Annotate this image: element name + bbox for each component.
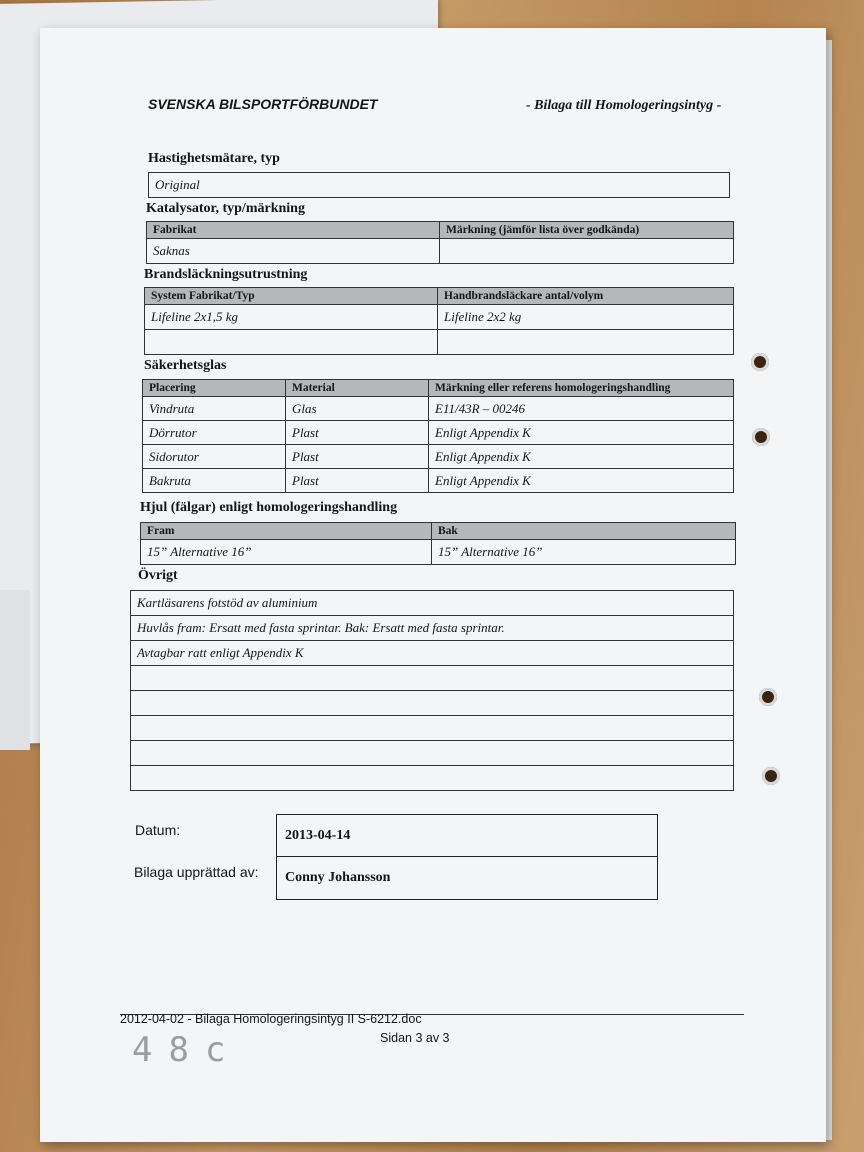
fire-table — [144, 287, 734, 355]
wheels-title: Hjul (fälgar) enligt homologeringshandling — [140, 500, 398, 515]
footer-page-number: Sidan 3 av 3 — [380, 1031, 450, 1045]
glass-cell: Bakruta — [143, 469, 286, 493]
other-row: Avtagbar ratt enligt Appendix K — [131, 641, 734, 666]
other-table — [130, 590, 734, 791]
fire-col-system: System Fabrikat/Typ — [145, 288, 438, 305]
doc-title: - Bilaga till Homologeringsintyg - — [526, 98, 722, 113]
perforation-stamp: 48c — [132, 1030, 242, 1070]
glass-cell: Plast — [286, 421, 429, 445]
catalyst-cell: Saknas — [147, 239, 440, 264]
wheels-col-front: Fram — [141, 523, 432, 540]
wheels-table — [140, 522, 736, 565]
speedometer-table — [148, 172, 730, 198]
glass-cell: Plast — [286, 445, 429, 469]
other-row — [131, 666, 734, 691]
glass-cell: Plast — [286, 469, 429, 493]
catalyst-table — [146, 221, 734, 264]
prepared-by-label: Bilaga upprättad av: — [134, 864, 259, 880]
org-name: SVENSKA BILSPORTFÖRBUNDET — [148, 96, 378, 112]
footer-filename: 2012-04-02 - Bilaga Homologeringsintyg II S-6212.doc — [120, 1012, 422, 1026]
wheels-cell: 15” Alternative 16” — [432, 540, 736, 565]
wheels-col-rear: Bak — [432, 523, 736, 540]
fire-title: Brandsläckningsutrustning — [144, 267, 308, 282]
catalyst-title: Katalysator, typ/märkning — [146, 201, 305, 216]
glass-cell: Enligt Appendix K — [429, 421, 734, 445]
other-row: Kartläsarens fotstöd av aluminium — [131, 591, 734, 616]
glass-title: Säkerhetsglas — [144, 358, 227, 373]
paper-underneath-edge — [0, 590, 30, 750]
punch-hole-icon — [759, 688, 777, 706]
glass-table — [142, 379, 734, 493]
other-row — [131, 716, 734, 741]
fire-col-extinguisher: Handbrandsläckare antal/volym — [438, 288, 734, 305]
other-title: Övrigt — [138, 568, 178, 583]
other-row: Huvlås fram: Ersatt med fasta sprintar. Bak: Ersatt med fasta sprintar. — [131, 616, 734, 641]
catalyst-cell — [440, 239, 734, 264]
punch-hole-icon — [762, 767, 780, 785]
punch-hole-icon — [751, 353, 769, 371]
fire-cell — [438, 330, 734, 355]
other-row — [131, 741, 734, 766]
glass-cell: Enligt Appendix K — [429, 445, 734, 469]
glass-col-placement: Placering — [143, 380, 286, 397]
glass-cell: E11/43R – 00246 — [429, 397, 734, 421]
catalyst-col-make: Fabrikat — [147, 222, 440, 239]
fire-cell: Lifeline 2x1,5 kg — [145, 305, 438, 330]
glass-cell: Enligt Appendix K — [429, 469, 734, 493]
catalyst-col-marking: Märkning (jämför lista över godkända) — [440, 222, 734, 239]
page-stack-edge — [826, 40, 832, 1140]
glass-cell: Vindruta — [143, 397, 286, 421]
fire-cell — [145, 330, 438, 355]
speedometer-value: Original — [149, 173, 730, 198]
date-label: Datum: — [135, 822, 181, 838]
wheels-cell: 15” Alternative 16” — [141, 540, 432, 565]
document-page — [40, 28, 826, 1142]
other-row — [131, 691, 734, 716]
glass-cell: Dörrutor — [143, 421, 286, 445]
speedometer-title: Hastighetsmätare, typ — [148, 151, 280, 166]
glass-col-marking: Märkning eller referens homologeringshandling — [429, 380, 734, 397]
date-value: 2013-04-14 — [277, 815, 657, 857]
punch-hole-icon — [752, 428, 770, 446]
other-row — [131, 766, 734, 791]
glass-cell: Sidorutor — [143, 445, 286, 469]
signature-box — [276, 814, 658, 900]
prepared-by-value: Conny Johansson — [285, 870, 391, 885]
glass-col-material: Material — [286, 380, 429, 397]
fire-cell: Lifeline 2x2 kg — [438, 305, 734, 330]
glass-cell: Glas — [286, 397, 429, 421]
